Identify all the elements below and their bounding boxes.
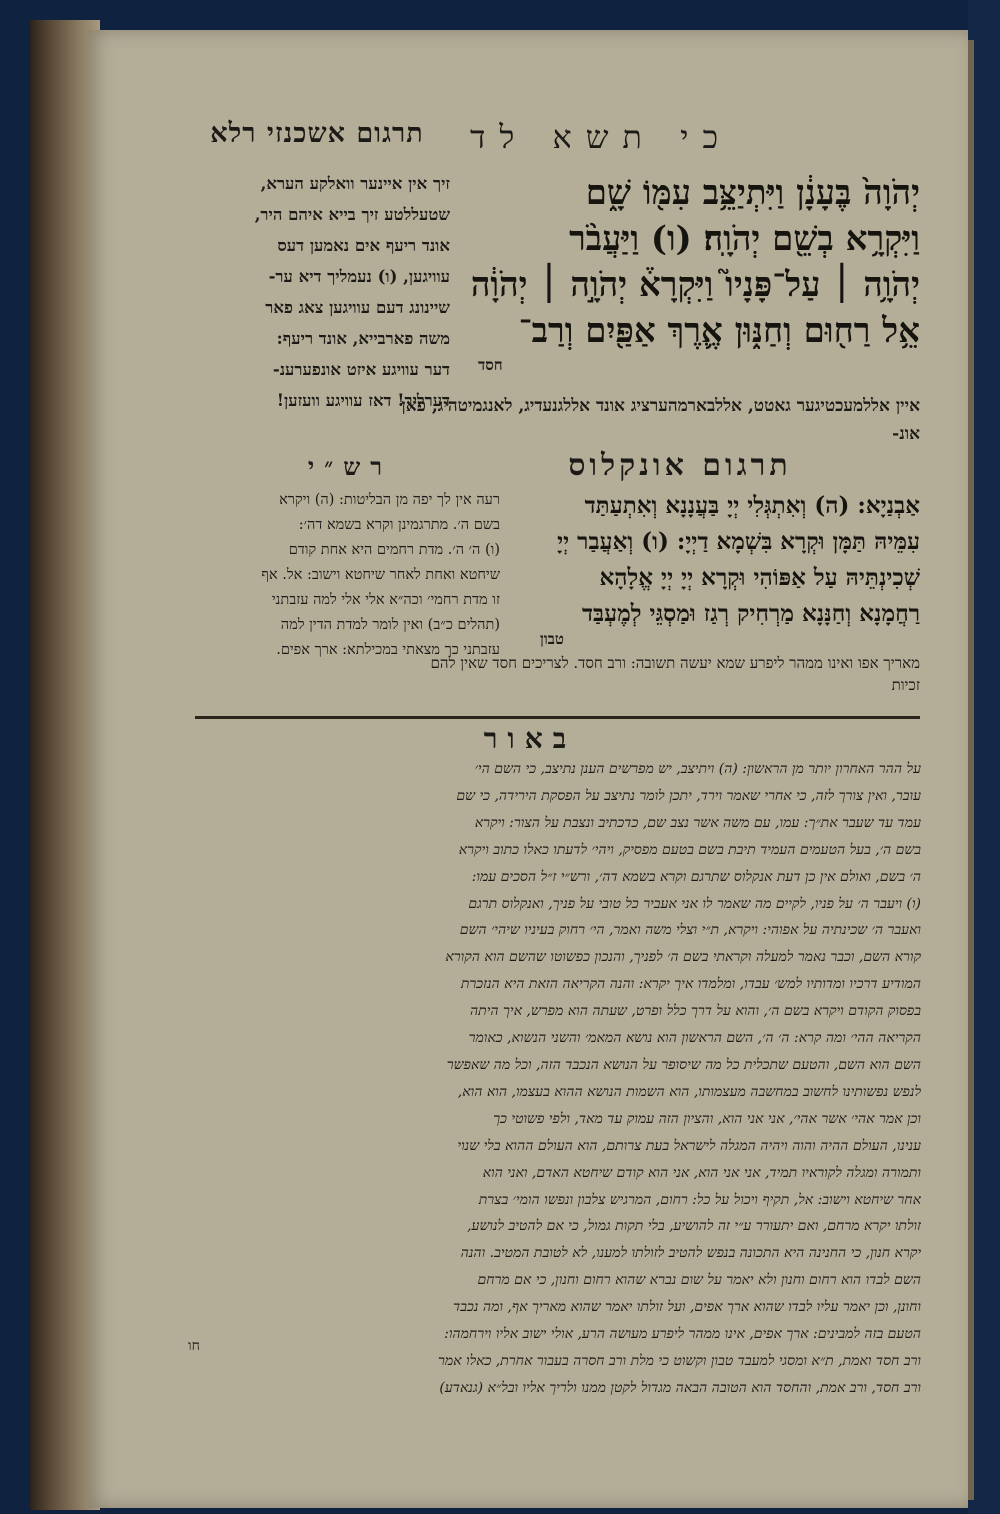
yiddish-line: זיך אין איינער וואלקע הערא, (260, 174, 450, 193)
biur-line: ענינו, העולם ההיה והוה ויהיה המגלה לישראל בעת צרותם, הוא העולם ההוא בלי שנוי (457, 1137, 921, 1154)
header-biur: באור (483, 722, 577, 755)
yiddish-continuation-line: איין אללמעכטיגער גאטט, אללבארמהערציג אונד אללגנעדיג, לאנגמיטהיג, פאן (401, 396, 920, 416)
yiddish-line: אונד ריעף אים נאמען דעס (277, 236, 450, 255)
yiddish-line: דערליך! דאז עוויגע וועזען! (276, 391, 450, 410)
yiddish-translation (180, 168, 450, 416)
rashi-line: בשם ה׳. מתרגמינן וקרא בשמא דה׳: (298, 517, 500, 533)
biur-catchword: חו (188, 1338, 200, 1354)
biur-line: ורב חסד, ורב אמת, והחסד הוא הטובה הבאה מגדול לקטן ממנו ולריך אליו ובל״א (גנאדע) (439, 1379, 921, 1396)
biur-line: לנפש נפשותינו לחשוב במחשבה מעצמותו, הוא השמות הנושא ההוא בעצמו, הוא הוא, (457, 1083, 921, 1100)
onkelos-catchword: טבון (540, 630, 564, 648)
biur-line: בפסוק הקודם ויקרא בשם ה׳, והוא על דרך כלל ופרט, שעתה הוא מפרש, איך היתה (469, 1003, 921, 1020)
torah-line: יְהֹוָ֥ה ׀ עַל־פָּנָיו֮ וַיִּקְרָא֒ יְהֹוָ֣ה ׀ יְהֹוָ֔ה (470, 265, 920, 305)
biur-line: הקריאה ההי׳ ומה קרא: ה׳ ה׳, השם הראשון הוא נושא המאמ׳ והשני הנשוא, כאומר (468, 1030, 921, 1047)
yiddish-line: דער עוויגע איזט אונפערענ- (272, 360, 450, 379)
rashi-line: זו מדת רחמי׳ וכה״א אלי אלי למה עזבתני (271, 592, 500, 608)
biur-line: השם הוא השם, והטעם שתכלית כל מה שיסופר על הנושא הנכבד הזה, וכל מה שאפשר (446, 1056, 921, 1073)
torah-catchword: חסד (478, 356, 503, 374)
rashi-continuation (180, 652, 920, 696)
onkelos-line: רַחֲמָנָא וְחַנָּנָא מַרְחִיק רְגַז וּמַסְגֵּי לְמֶעְבַּד (581, 600, 920, 627)
rashi-text (188, 488, 500, 663)
yiddish-line: שטעללטע זיך בייא איהם היר, (254, 205, 450, 224)
onkelos-line: עִמֵּיהּ תַּמָּן וּקְרָא בִּשְׁמָא דַיְיָ: (ו) וְאַעֲבַר יְיָ (557, 528, 920, 555)
rashi-line: (תהלים כ״ב) ואין לומר למדת הדין למה (280, 617, 500, 633)
biur-line: אחר שיחטא וישוב: אל, תקיף ויכול על כל: רחום, המרגיש צלבון ונפשו הומי׳ בצרת (478, 1191, 921, 1208)
header-onkelos: תרגום אונקלוס (568, 448, 792, 483)
scan-margin (968, 0, 1000, 1514)
biur-line: זולתו יקרא מרחם, ואם יתעורר ע״י זה להושיע, בלי תקות גמול, כי אם להטיב לנושע, (467, 1218, 921, 1235)
onkelos-line: שְׁכִינְתֵּיהּ עַל אַפּוֹהִי וּקְרָא יְיָ יְיָ אֱלָהָא (599, 564, 920, 591)
biur-line: יקרא חנון, כי החנינה היא התכונה בנפש להטיב לזולתו למענו, לא לטובת המטיב. והנה (460, 1245, 921, 1262)
biur-line: המודיע דרכיו ומדותיו למש׳ עבדו, ומלמדו איך יקרא: והנה הקריאה הזאת היא הנזכרת (460, 976, 921, 993)
yiddish-line: משה פארבייא, אונד ריעף: (276, 329, 450, 348)
biur-line: בשם ה׳, בעל הטעמים העמיד תיבת בשם בטעם מפסיק, ויהי׳ לדעתו כאלו כתוב ויקרא (458, 841, 921, 858)
biur-line: עובר, ואין צורך לזה, כי אחרי שאמר וירד, יתכן לומר נתיצב על הפסקת הירידה, כי שם (456, 787, 921, 804)
header-targum-ashkenazi: תרגום אשכנזי רלא (210, 118, 424, 149)
biur-line: קורא השם, וכבר נאמר למעלה וקראתי בשם ה׳ לפניך, והנכון כפשוטו שהשם הוא הקורא (445, 949, 921, 966)
biur-line: ה׳ בשם, ואולם אין כן דעת אנקלוס שתרגם וקרא בשמא דה׳, ורש״י ז״ל הסכים עמו: (471, 868, 921, 885)
biur-line: ואעבר ה׳ שכינתיה על אפוהי: ויקרא, ת״י וצלי משה ואמר, הי׳ רחוק בעיניו שיהי׳ השם (459, 922, 921, 939)
torah-text (460, 170, 920, 354)
rashi-line: רעה אין לך יפה מן הבליטות: (ה) ויקרא (279, 492, 500, 508)
yiddish-line: עוויגען, (ו) נעמליך דיא ער- (268, 267, 450, 286)
rashi-continuation-line: מאריך אפו ואינו ממהר ליפרע שמא יעשה תשובה: ורב חסד. לצריכים חסד שאין להם (430, 654, 920, 672)
yiddish-line: שיינונג דעם עוויגען צאג פאר (265, 298, 450, 317)
yiddish-continuation-line: אונ- (892, 424, 920, 444)
header-parasha: כי תשא לד (470, 118, 733, 156)
torah-line: יְהֹוָה֙ בֶּעָנָ֔ן וַיִּתְיַצֵּ֥ב עִמּ֖וֹ שָׁ֑ם (585, 173, 920, 213)
biur-commentary (186, 756, 921, 1402)
onkelos-line: אַבְנַיָא: (ה) וְאִתְגְּלִי יְיָ בַּעֲנָנָא וְאִתְעַתַּד (584, 492, 920, 519)
rashi-line: (ו) ה׳ ה׳. מדת רחמים היא אחת קודם (288, 542, 500, 558)
biur-line: וכן אמר אהי׳ אשר אהי׳, אני אני הוא, והציון הזה עמוק עד מאד, ולפי פשוטי כך (493, 1110, 921, 1127)
onkelos-text (505, 488, 920, 632)
torah-line: וַיִּקְרָ֥א בְשֵׁ֖ם יְהֹוָֽה׃ (ו) וַיַּעֲבֹ֨ר (569, 219, 920, 259)
torah-line: אֵ֥ל רַח֖וּם וְחַנּ֑וּן אֶ֛רֶךְ אַפַּ֖יִם וְרַב־ (518, 311, 920, 351)
biur-line: על ההר האחרון יותר מן הראשון: (ה) ויתיצב, יש מפרשים הענן נתיצב, כי השם הי׳ (474, 761, 921, 777)
biur-line: וחונן, וכן יאמר עליו לבדו שהוא ארך אפים, ועל זולתו יאמר שהוא מאריך אף, ומה נכבד (453, 1299, 921, 1316)
rashi-continuation-line: זכיות (891, 676, 920, 694)
biur-line: הטעם בזה למבינים: ארך אפים, אינו ממהר ליפרע מעושה הרע, אולי ישוב אליו וירחמהו: (444, 1326, 921, 1343)
rashi-line: עזבתני כך מצאתי במכילתא: ארך אפים. (276, 642, 500, 658)
biur-line: ותמורה ומגלה לקוראיו תמיד, אני אני הוא, אני הוא קודם שיחטא האדם, ואני הוא (482, 1164, 921, 1181)
biur-line: השם לבדו הוא רחום וחנון ולא יאמר על שום נברא שהוא רחום וחנון, כי אם מרחם (477, 1272, 921, 1289)
biur-line: ורב חסד ואמת, ת״א ומסגי למעבד טבון וקשוט כי מלת ורב חסרה בעבור אחרת, כאלו אמר (437, 1352, 921, 1369)
biur-line: (ו) ויעבר ה׳ על פניו, לקיים מה שאמר לו אני אעביר כל טובי על פניך, ואנקלוס תרגם (468, 895, 921, 912)
yiddish-continuation (180, 392, 920, 448)
next-page-edge (968, 40, 974, 1500)
biur-line: עמד עד שעבר את״ך: עמו, עם משה אשר נצב שם, כדכתיב ונצבת על הצור: ויקרא (474, 814, 921, 831)
rashi-line: שיחטא ואחת לאחר שיחטא וישוב: אל. אף (261, 567, 500, 583)
header-rashi: רש״י (307, 452, 393, 481)
section-divider (195, 716, 920, 719)
